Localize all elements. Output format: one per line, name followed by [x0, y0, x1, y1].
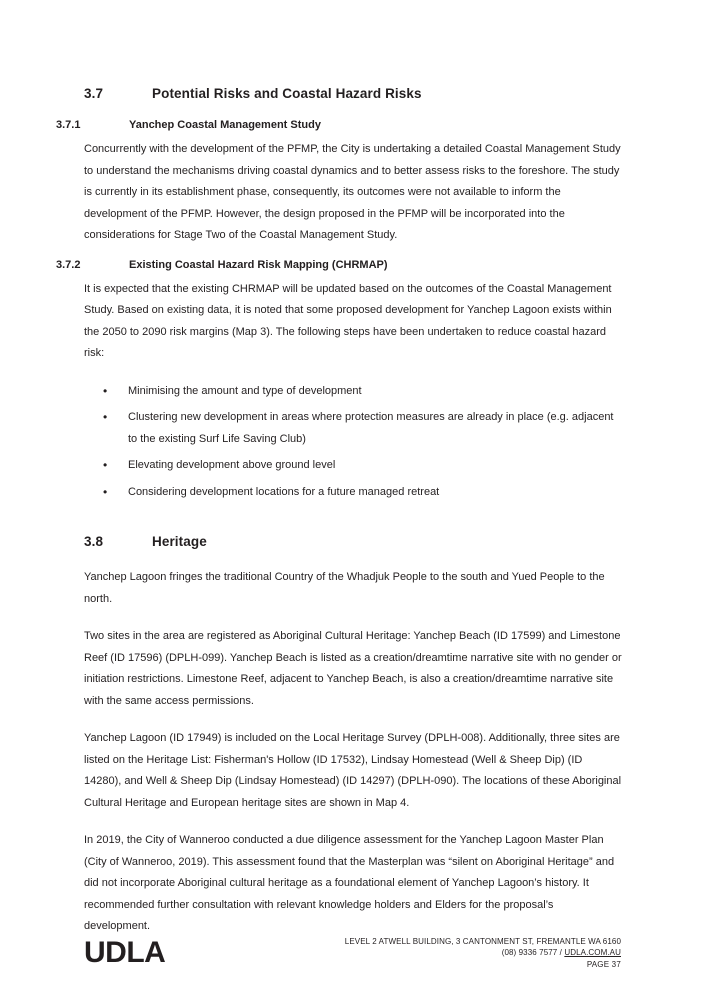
heading-3-7-2-title: Existing Coastal Hazard Risk Mapping (CHRMAP) — [129, 258, 388, 271]
paragraph: Two sites in the area are registered as Aboriginal Cultural Heritage: Yanchep Beach (ID 17599) and Limestone Reef (ID 17596) (DPLH-099). Yanchep Beach is listed as a creation/dreamtime narrative site with no gender or initiation restrictions. Limestone Reef, adjacent to Yanchep Beach, is also a creation/dreamtime narrative site with the same access permissions. — [84, 630, 622, 707]
heading-3-7-1-number: 3.7.1 — [56, 119, 81, 131]
heading-3-8-number: 3.8 — [84, 534, 104, 549]
list-item — [84, 407, 622, 450]
bullet-icon: • — [103, 410, 108, 424]
heading-3-7-title: Potential Risks and Coastal Hazard Risks — [152, 86, 422, 101]
body-3-7-1 — [84, 139, 622, 247]
paragraph: Yanchep Lagoon fringes the traditional Country of the Whadjuk People to the south and Yued People to the north. — [84, 571, 605, 605]
paragraph: In 2019, the City of Wanneroo conducted a due diligence assessment for the Yanchep Lagoon Master Plan (City of Wanneroo, 2019). This assessment found that the Masterplan was “silent on Aboriginal Heritage” and did not incorporate Aboriginal cultural heritage as a foundational element of Yanchep Lagoon’s history. It recommended further consultation with relevant knowledge holders and Elders for the proposal’s development. — [84, 834, 615, 932]
list-item-label: Considering development locations for a future managed retreat — [128, 485, 440, 498]
list-item-label: Clustering new development in areas where protection measures are already in place (e.g. adjacent to the existing Surf Life Saving Club) — [128, 411, 614, 445]
body-3-7-2 — [84, 279, 622, 504]
footer-address-line: LEVEL 2 ATWELL BUILDING, 3 CANTONMENT ST, FREMANTLE WA 6160 — [344, 936, 621, 946]
bullet-icon: • — [103, 458, 108, 472]
body-3-8 — [84, 567, 622, 938]
list-item-label: Elevating development above ground level — [128, 459, 336, 471]
paragraph: Concurrently with the development of the PFMP, the City is undertaking a detailed Coastal Management Study to understand the mechanisms driving coastal dynamics and to better assess risks to the foreshore. The study is currently in its establishment phase, consequently, its outcomes were not available to inform the development of the PFMP. However, the design proposed in the PFMP will be incorporated into the considerations for Stage Two of the Coastal Management Study. — [84, 143, 621, 241]
list-item — [84, 482, 622, 504]
list-item — [84, 455, 622, 477]
spacer — [84, 247, 622, 259]
heading-3-7-2-number: 3.7.2 — [56, 258, 81, 271]
footer-contact-line — [345, 947, 621, 959]
heading-3-7-2 — [56, 259, 622, 271]
heading-3-7 — [84, 86, 622, 101]
list-item-label: Minimising the amount and type of development — [128, 384, 362, 397]
spacer — [84, 508, 622, 534]
heading-3-7-number: 3.7 — [84, 86, 104, 101]
footer-website-link[interactable]: UDLA.COM.AU — [564, 948, 621, 957]
heading-3-7-1-title: Yanchep Coastal Management Study — [129, 119, 321, 131]
heading-3-8-title: Heritage — [152, 534, 207, 549]
list-item — [84, 381, 622, 403]
footer-address — [345, 936, 621, 971]
page-content — [56, 86, 622, 938]
paragraph: It is expected that the existing CHRMAP will be updated based on the outcomes of the Coastal Management Study. Based on existing data, it is noted that some proposed development for Yanchep Lagoon exists within the 2050 to 2090 risk margins (Map 3). The following steps have been undertaken to reduce coastal hazard risk: — [84, 282, 612, 359]
bullet-icon: • — [103, 383, 108, 398]
page-footer — [0, 908, 705, 998]
heading-3-8 — [84, 534, 622, 549]
page-number: PAGE 37 — [586, 959, 621, 969]
bullet-icon: • — [103, 484, 108, 499]
udla-logo: UDLA — [84, 936, 166, 969]
paragraph: Yanchep Lagoon (ID 17949) is included on the Local Heritage Survey (DPLH-008). Additionally, three sites are listed on the Heritage List: Fisherman's Hollow (ID 17532), Lindsay Homestead (Well & Sheep Dip) (ID 14280), and Well & Sheep Dip (Lindsay Homestead) (ID 14297) (DPLH-090). The locations of these Aboriginal Cultural Heritage and European heritage sites are shown in Map 4. — [84, 732, 622, 809]
footer-phone: (08) 9336 7577 / — [501, 948, 565, 957]
heading-3-7-1 — [56, 119, 622, 131]
bullet-list-coastal-hazard-steps — [84, 381, 622, 504]
